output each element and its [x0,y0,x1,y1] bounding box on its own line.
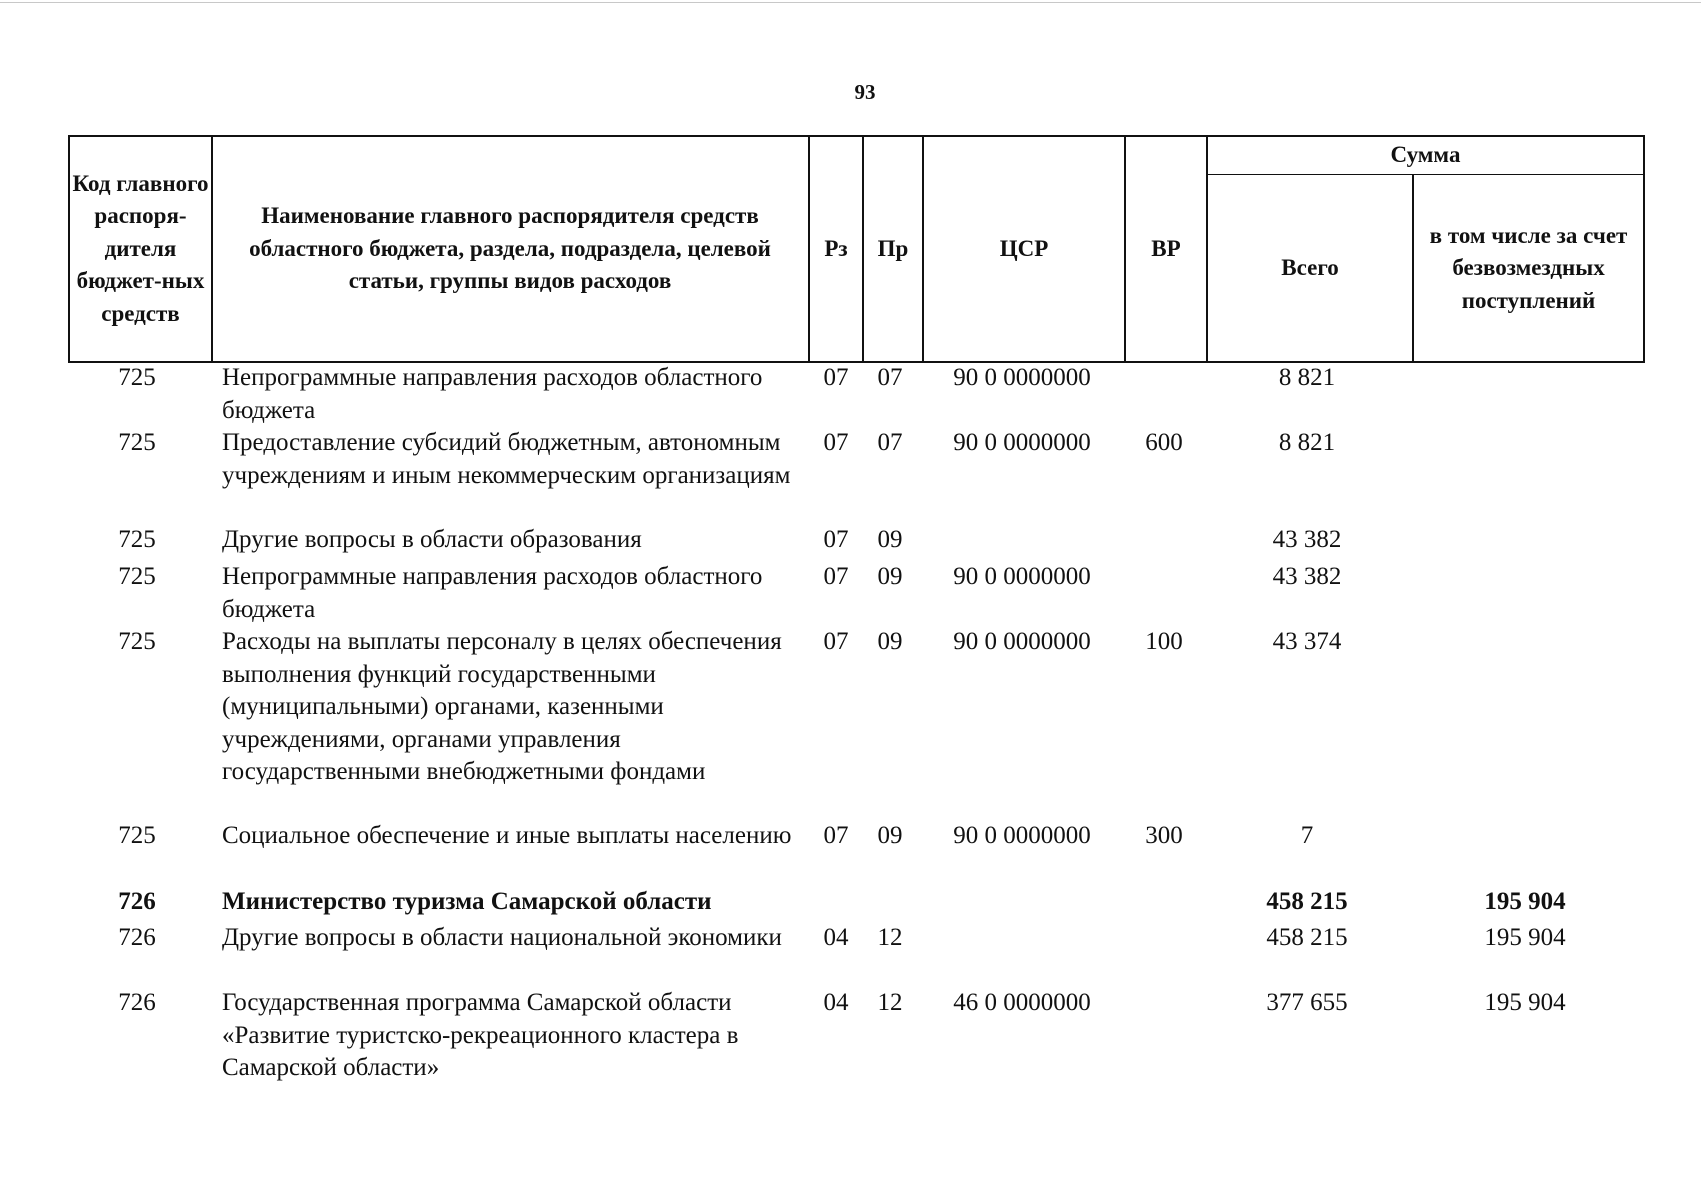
cell-free: 195 904 [1484,989,1566,1016]
cell-code: 726 [118,989,156,1016]
top-border-line [0,2,1701,3]
cell-name: Министерство туризма Самарской области [222,888,712,915]
cell-vr: 600 [1145,429,1183,456]
header-divider [1206,174,1643,175]
header-csr: ЦСР [999,235,1049,261]
cell-code: 725 [118,364,156,391]
header-name: Наименование главного распорядителя средств областного бюджета, раздела, подраздела, целевой статьи, группы видов расходов [249,203,771,294]
cell-rz: 07 [823,563,849,590]
cell-code: 726 [118,888,156,915]
cell-name: Государственная программа Самарской области «Развитие туристско-рекреационного кластера в Самарской области» [222,989,739,1081]
header-free: в том числе за счет безвозмездных поступлений [1429,222,1628,313]
cell-name: Социальное обеспечение и иные выплаты населению [222,822,792,849]
cell-rz: 07 [823,822,849,849]
cell-rz: 04 [823,924,849,951]
cell-rz: 07 [823,364,849,391]
cell-name: Непрограммные направления расходов областного бюджета [222,563,763,623]
cell-pr: 07 [877,364,903,391]
cell-csr: 90 0 0000000 [953,822,1091,849]
table-header [68,135,1645,363]
cell-total: 8 821 [1278,364,1336,391]
cell-total: 377 655 [1266,989,1348,1016]
cell-total: 7 [1300,822,1314,849]
cell-pr: 09 [877,628,903,655]
cell-csr: 90 0 0000000 [953,429,1091,456]
cell-code: 725 [118,628,156,655]
header-sum: Сумма [1390,142,1461,168]
cell-code: 725 [118,526,156,553]
cell-rz: 07 [823,628,849,655]
header-code: Код главного распоря-дителя бюджет-ных средств [72,170,209,326]
header-rz: Рз [824,235,848,261]
cell-total: 43 374 [1272,628,1342,655]
cell-pr: 09 [877,526,903,553]
cell-vr: 100 [1145,628,1183,655]
cell-pr: 12 [877,989,903,1016]
cell-name: Другие вопросы в области национальной экономики [222,924,782,951]
cell-name: Другие вопросы в области образования [222,526,642,553]
cell-csr: 90 0 0000000 [953,364,1091,391]
cell-free: 195 904 [1484,924,1566,951]
cell-csr: 46 0 0000000 [953,989,1091,1016]
cell-code: 725 [118,429,156,456]
cell-total: 8 821 [1278,429,1336,456]
cell-rz: 07 [823,526,849,553]
header-divider [211,137,213,361]
header-total: Всего [1281,255,1339,281]
cell-code: 725 [118,822,156,849]
cell-vr: 300 [1145,822,1183,849]
cell-total: 458 215 [1266,888,1348,915]
cell-pr: 07 [877,429,903,456]
cell-name: Непрограммные направления расходов областного бюджета [222,364,763,424]
cell-name: Расходы на выплаты персоналу в целях обеспечения выполнения функций государственными (муниципальными) органами, казенными учреждениями, органами управления государственными внебюджетными фондами [222,628,782,785]
cell-code: 725 [118,563,156,590]
cell-csr: 90 0 0000000 [953,628,1091,655]
cell-pr: 09 [877,822,903,849]
cell-pr: 09 [877,563,903,590]
page-number: 93 [854,80,876,104]
cell-total: 43 382 [1272,563,1342,590]
cell-rz: 04 [823,989,849,1016]
cell-code: 726 [118,924,156,951]
cell-name: Предоставление субсидий бюджетным, автономным учреждениям и иным некоммерческим организациям [222,429,791,489]
cell-rz: 07 [823,429,849,456]
header-vr: ВР [1151,235,1181,261]
cell-total: 458 215 [1266,924,1348,951]
cell-pr: 12 [877,924,903,951]
cell-free: 195 904 [1484,888,1566,915]
cell-csr: 90 0 0000000 [953,563,1091,590]
header-pr: Пр [877,235,909,261]
cell-total: 43 382 [1272,526,1342,553]
